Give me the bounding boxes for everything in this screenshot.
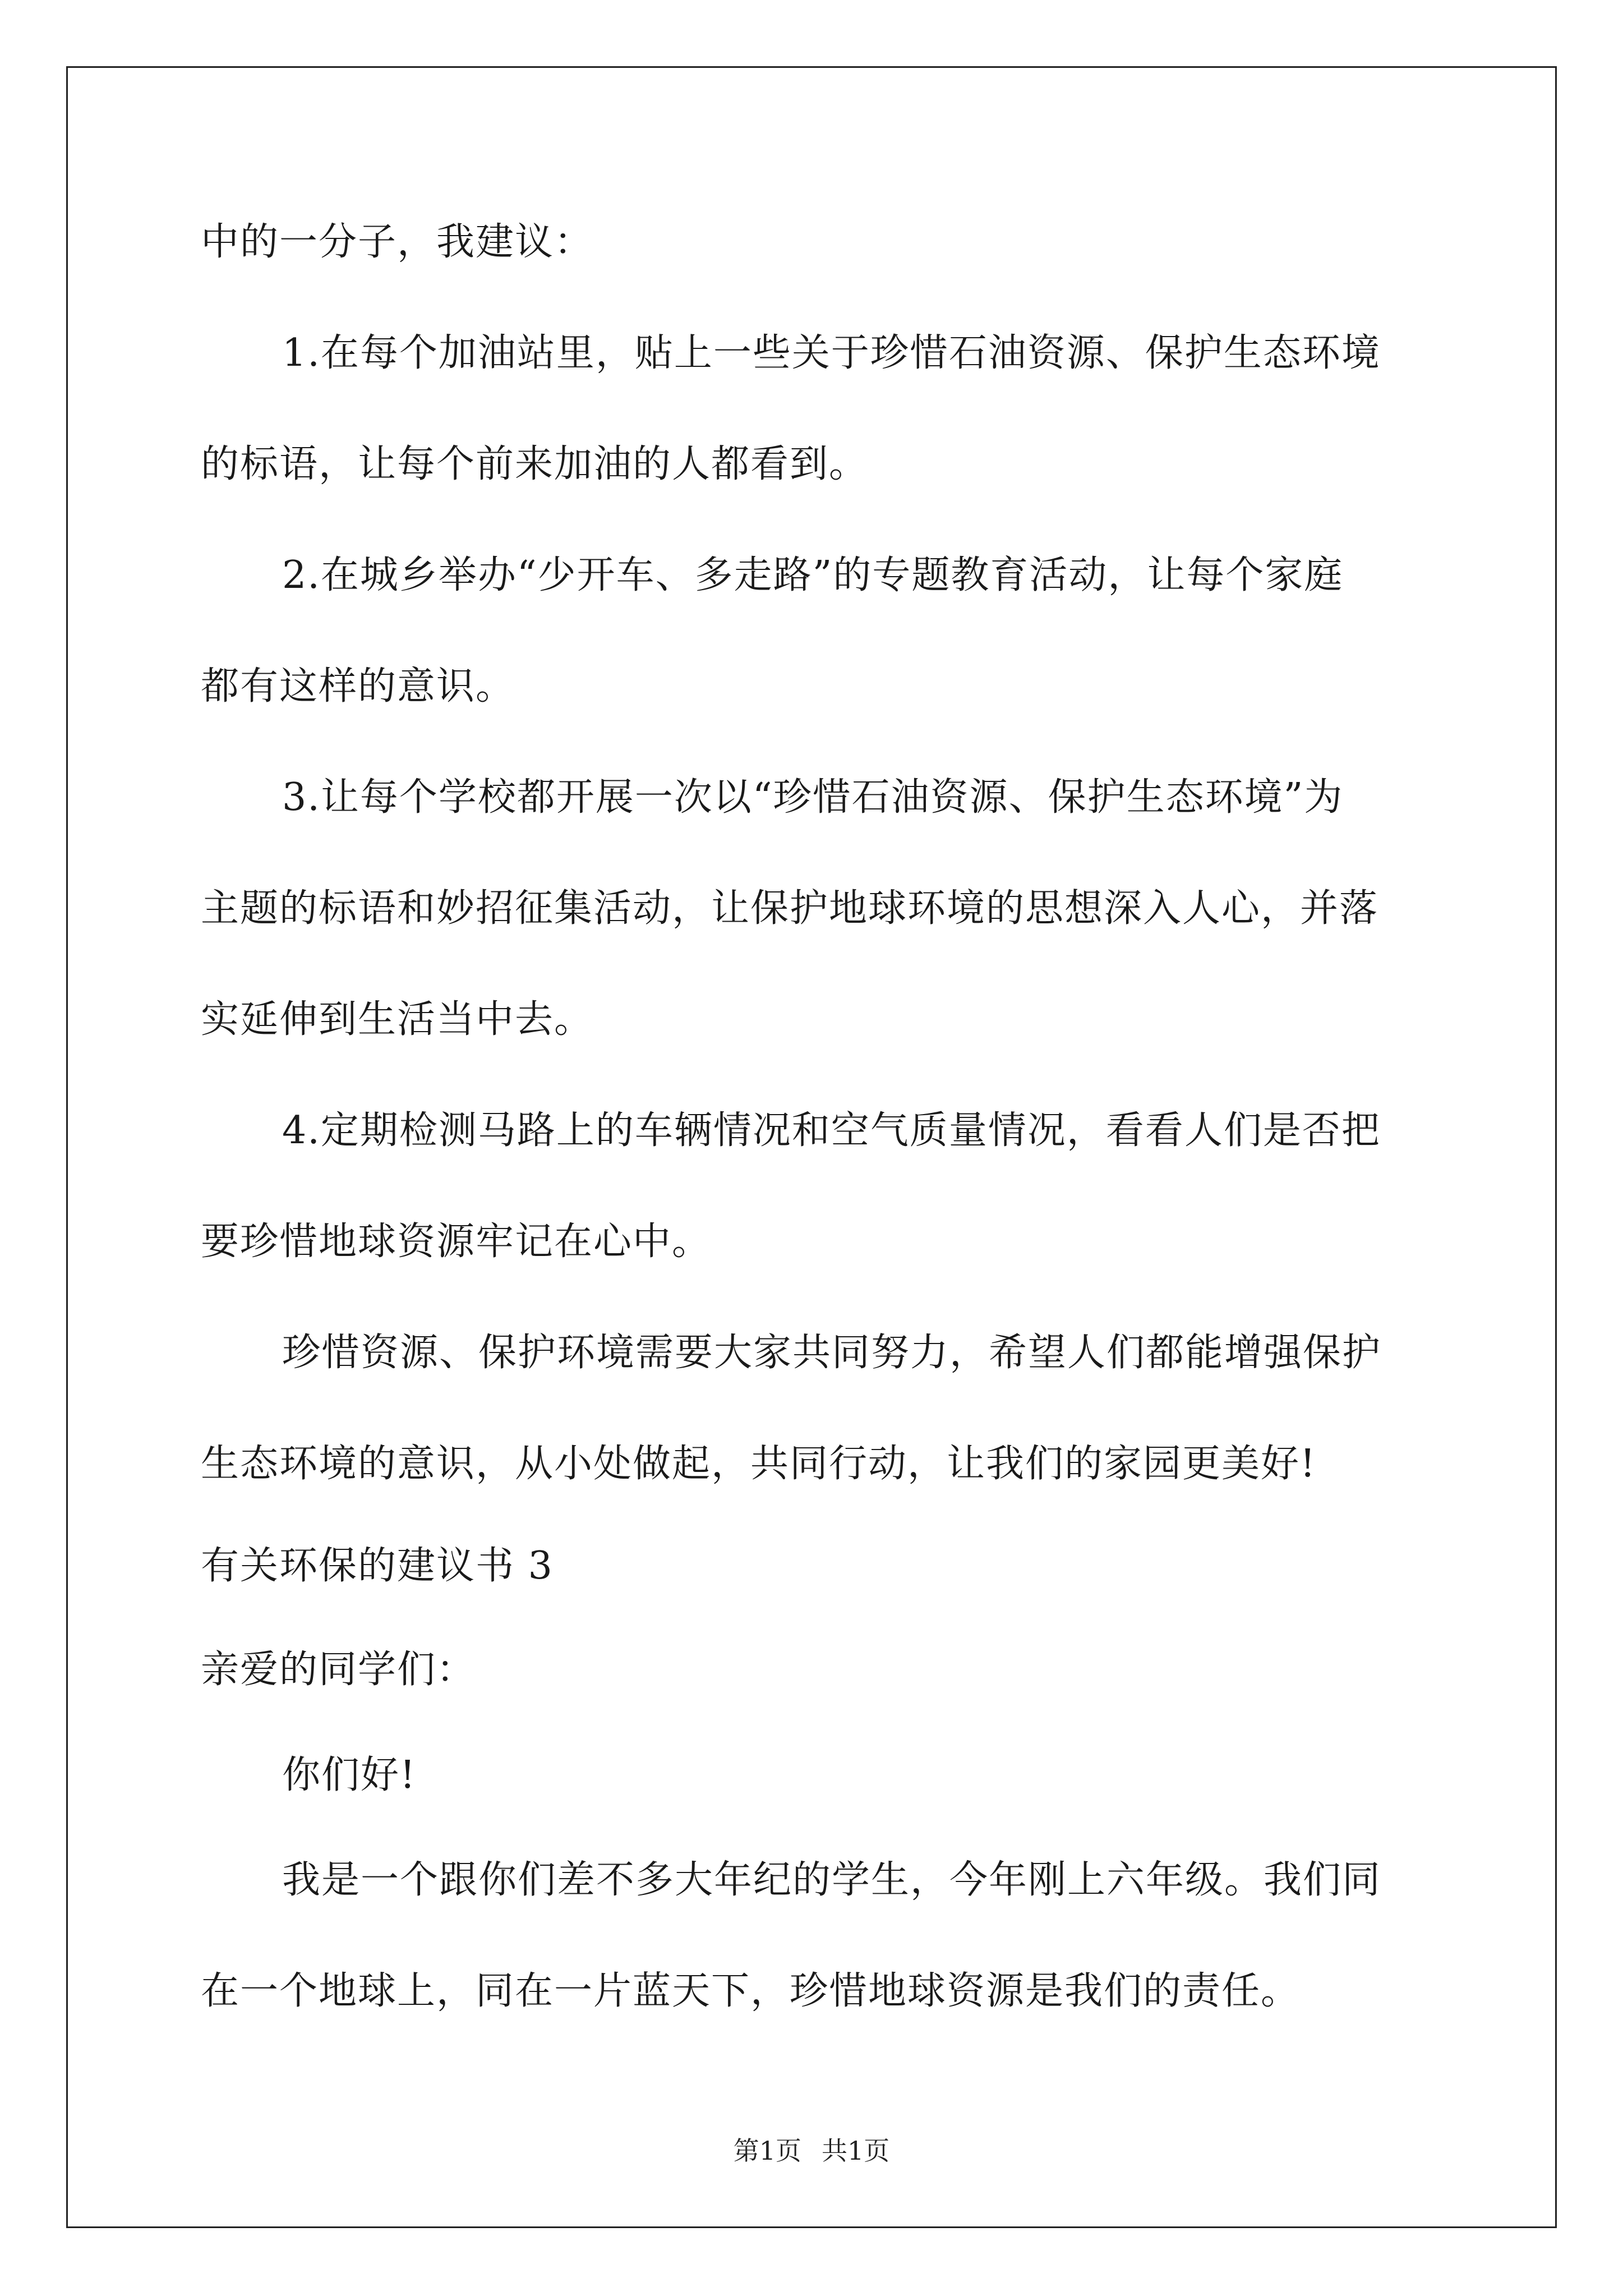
- page-footer: [0, 2135, 1623, 2166]
- salutation: 亲爱的同学们：: [201, 1648, 476, 1692]
- section-heading: 有关环保的建议书 3: [201, 1544, 554, 1588]
- text-line: 1.在每个加油站里，贴上一些关于珍惜石油资源、保护生态环境: [282, 331, 1381, 375]
- text-line: 我是一个跟你们差不多大年纪的学生，今年刚上六年级。我们同: [282, 1858, 1382, 1902]
- text-line: 3.让每个学校都开展一次以“珍惜石油资源、保护生态环境”为: [282, 775, 1344, 820]
- text-line: 中的一分子，我建议：: [201, 220, 594, 264]
- text-line: 生态环境的意识，从小处做起，共同行动，让我们的家园更美好!: [201, 1442, 1317, 1486]
- text-line: 都有这样的意识。: [201, 664, 515, 708]
- text-line: 在一个地球上，同在一片蓝天下，珍惜地球资源是我们的责任。: [201, 1969, 1301, 2013]
- text-line: 主题的标语和妙招征集活动，让保护地球环境的思想深入人心，并落: [201, 886, 1379, 931]
- text-line: 的标语，让每个前来加油的人都看到。: [201, 442, 869, 486]
- text-line: 2.在城乡举办“少开车、多走路”的专题教育活动，让每个家庭: [282, 553, 1344, 597]
- greeting: 你们好!: [282, 1753, 417, 1797]
- page-total: 共1页: [822, 2136, 890, 2166]
- text-line: 实延伸到生活当中去。: [201, 997, 594, 1042]
- text-line: 珍惜资源、保护环境需要大家共同努力，希望人们都能增强保护: [282, 1331, 1382, 1375]
- page-number: 第1页: [733, 2136, 801, 2166]
- text-line: 4.定期检测马路上的车辆情况和空气质量情况，看看人们是否把: [282, 1108, 1381, 1153]
- text-line: 要珍惜地球资源牢记在心中。: [201, 1220, 712, 1264]
